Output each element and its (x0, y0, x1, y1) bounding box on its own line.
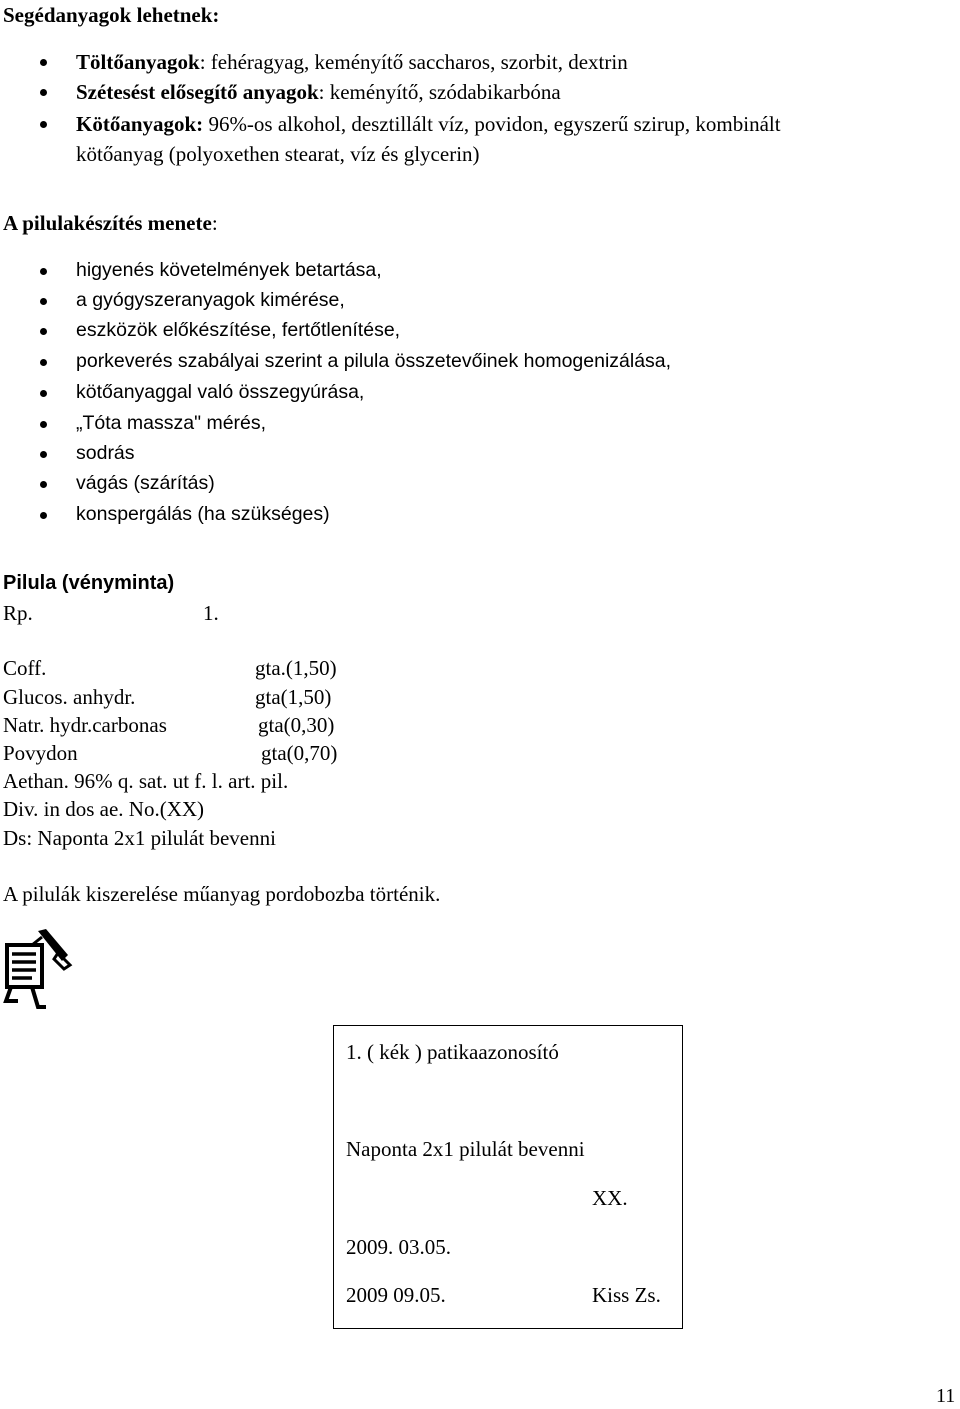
recipe-div: Div. in dos ae. No.(XX) (3, 797, 205, 821)
item-term: Szétesést elősegítő anyagok (76, 80, 319, 104)
step-item: kötőanyaggal való összegyúrása, (76, 381, 365, 403)
list-item (76, 80, 561, 105)
item-term: Töltőanyagok (76, 50, 200, 74)
step-item: „Tóta massza" mérés, (76, 412, 267, 434)
aux-heading: Segédanyagok lehetnek: (3, 3, 220, 27)
bullet-icon (40, 359, 47, 366)
rp-label: Rp. (3, 601, 33, 625)
label-quantity: XX. (592, 1186, 628, 1210)
ingredient-name: Glucos. anhydr. (3, 685, 136, 709)
bullet-icon (40, 481, 47, 488)
list-item (76, 50, 628, 75)
bullet-icon (40, 512, 47, 519)
ingredient-name: Coff. (3, 656, 47, 680)
bullet-icon (40, 390, 47, 397)
bullet-icon (40, 421, 47, 428)
bullet-icon (40, 121, 47, 128)
step-item: konspergálás (ha szükséges) (76, 503, 330, 525)
process-heading (3, 211, 218, 236)
bullet-icon (40, 328, 47, 335)
ingredient-name: Natr. hydr.carbonas (3, 713, 167, 737)
bullet-icon (40, 451, 47, 458)
page-number: 11 (936, 1385, 956, 1407)
bullet-icon (40, 268, 47, 275)
step-item: higyenés követelmények betartása, (76, 259, 382, 281)
document-with-pen-icon (2, 927, 74, 1015)
ingredient-name: Povydon (3, 741, 78, 765)
bullet-icon (40, 59, 47, 66)
item-text: 96%-os alkohol, desztillált víz, povidon, egyszerű szirup, kombinált (203, 112, 781, 136)
label-signature: Kiss Zs. (592, 1283, 661, 1307)
item-text: : fehéragyag, keményítő saccharos, szorbit, dextrin (199, 50, 628, 74)
step-item: porkeverés szabályai szerint a pilula összetevőinek homogenizálása, (76, 350, 672, 372)
ingredient-amount: gta(0,30) (258, 713, 335, 737)
ingredient-amount: gta(1,50) (255, 685, 332, 709)
ingredient-amount: gta(0,70) (261, 741, 338, 765)
label-date-2: 2009 09.05. (346, 1283, 446, 1307)
item-text: : keményítő, szódabikarbóna (318, 80, 561, 104)
label-date-1: 2009. 03.05. (346, 1235, 451, 1259)
item-term: Kötőanyagok: (76, 112, 204, 136)
list-item-continuation: kötőanyag (polyoxethen stearat, víz és glycerin) (76, 142, 480, 166)
bullet-icon (40, 89, 47, 96)
process-heading-text: A pilulakészítés menete (3, 211, 212, 235)
list-item (76, 112, 781, 137)
step-item: eszközök előkészítése, fertőtlenítése, (76, 319, 401, 341)
recipe-ds: Ds: Naponta 2x1 pilulát bevenni (3, 826, 276, 850)
recipe-aethan: Aethan. 96% q. sat. ut f. l. art. pil. (3, 769, 289, 793)
label-box (333, 1025, 683, 1329)
label-title: 1. ( kék ) patikaazonosító (346, 1040, 559, 1064)
step-item: a gyógyszeranyagok kimérése, (76, 289, 345, 311)
rp-number: 1. (203, 601, 219, 625)
bullet-icon (40, 298, 47, 305)
label-dosage: Naponta 2x1 pilulát bevenni (346, 1137, 585, 1161)
process-heading-colon: : (211, 211, 218, 235)
step-item: sodrás (76, 442, 135, 464)
recipe-heading: Pilula (vényminta) (3, 572, 175, 594)
packaging-note: A pilulák kiszerelése műanyag pordobozba történik. (3, 882, 441, 906)
step-item: vágás (szárítás) (76, 472, 215, 494)
ingredient-amount: gta.(1,50) (255, 656, 337, 680)
